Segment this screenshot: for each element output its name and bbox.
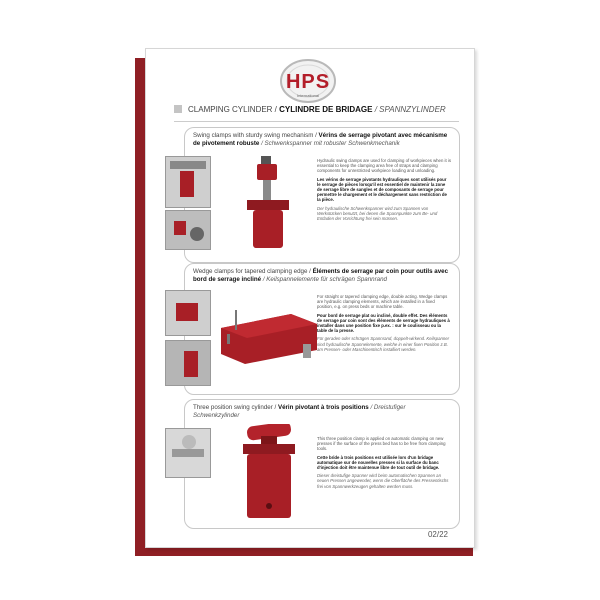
- title-en: Three position swing cylinder /: [193, 404, 278, 411]
- title-fr: Éléments de serrage par coin pour outils avec bord de serrage incliné: [193, 268, 449, 283]
- text-de: Der hydraulische Schwenkspanner wird zum Spannen von Werkstücken benutzt, bei denen die Spannpunkte zum Be- und Entladen der Vorrichtung frei sein müssen.: [317, 205, 438, 222]
- section-three-position: [184, 399, 460, 529]
- title-en: Wedge clamps for tapered clamping edge /: [193, 268, 313, 275]
- application-photo: [165, 210, 211, 250]
- text-fr: Cette bride à trois positions est utilisée lors d'un bridage automatique sur de nouvelles presses si la surface du banc d'injection doit être maintenue libre de tout outil de bridage.: [317, 454, 440, 471]
- text-fr: Les vérins de serrage pivotants hydrauliques sont utilisés pour le serrage de pièces lorsqu'il est essentiel de maintenir la zone de serrage libre de sangles et de composants de serrage pour permettre le chargement et le déchargement sans restriction de la pièce.: [317, 176, 447, 203]
- title-de: / Schwenkspanner mit robuster Schwenkmechanik: [259, 140, 400, 147]
- text-de: Für geraden oder schrägen Spannrand, doppelt-wirkend. Keilspanner sind hydraulische Spannelemente, welche in einer fixen Position z.B. am Pressen- oder Maschinentisch installiert werden.: [317, 336, 450, 352]
- section-description: [317, 158, 451, 224]
- heading-square-icon: [174, 105, 182, 113]
- swing-clamp-icon: [243, 156, 293, 252]
- text-de: Dieser dreistufige Spanner wird beim automatischen Spannen an neuen Pressen angewendet, wenn die Oberfläche des Pressentischs frei von Spannwerkzeugen gehalten werden muss.: [317, 473, 449, 489]
- three-position-cylinder-icon: [239, 424, 299, 522]
- text-fr: Pour bord de serrage plat ou incliné, double effet. Des éléments de serrage par coin sont des éléments de serrage hydrauliques à installer dans une position fixe p.ex. : sur le coulisseau ou la table de la presse.: [317, 312, 450, 334]
- brochure-page: [145, 48, 475, 548]
- text-en: For straight or tapered clamping edge, double acting. Wedge clamps are hydraulic clamping elements, which are installed in a fixed position, e.g. on press beds or machine table.: [317, 294, 448, 310]
- section-title: [193, 132, 451, 148]
- section-title: [193, 268, 451, 284]
- application-photo: [165, 340, 211, 386]
- application-photo: [165, 428, 211, 478]
- wedge-clamp-icon: [221, 304, 317, 366]
- section-wedge-clamps: [184, 263, 460, 395]
- section-description: [317, 294, 451, 355]
- title-en: Swing clamps with sturdy swing mechanism /: [193, 132, 319, 139]
- heading-divider: [174, 121, 459, 122]
- page-heading: [174, 105, 464, 119]
- product-photo: [165, 156, 211, 208]
- page-number: 02/22: [427, 530, 448, 539]
- section-title: [193, 404, 451, 420]
- hps-logo: [272, 57, 344, 107]
- text-en: Hydraulic swing clamps are used for clamping of workpieces when it is essential to keep the clamping area free of straps and clamping components for unrestricted workpiece loading and unloading.: [317, 158, 451, 174]
- heading-fr: CYLINDRE DE BRIDAGE: [279, 105, 373, 114]
- section-description: [317, 436, 451, 492]
- heading-de: / SPANNZYLINDER: [372, 105, 446, 114]
- heading-en: CLAMPING CYLINDER /: [188, 105, 280, 114]
- logo-subtitle: International: [296, 93, 319, 98]
- logo-text: HPS: [285, 71, 331, 93]
- section-swing-clamps: [184, 127, 460, 263]
- text-en: This three position clamp is applied on automatic clamping on new presses if the surface of the press bed has to be free from clamping tools.: [317, 436, 446, 452]
- title-fr: Vérins de serrage pivotant avec mécanisme de pivotement robuste: [193, 132, 448, 147]
- title-de: / Dreistufiger Schwenkzylinder: [193, 404, 406, 419]
- title-de: / Keilspannelemente für schrägen Spannrand: [261, 276, 387, 283]
- product-photo: [165, 290, 211, 336]
- title-fr: Vérin pivotant à trois positions: [277, 404, 369, 411]
